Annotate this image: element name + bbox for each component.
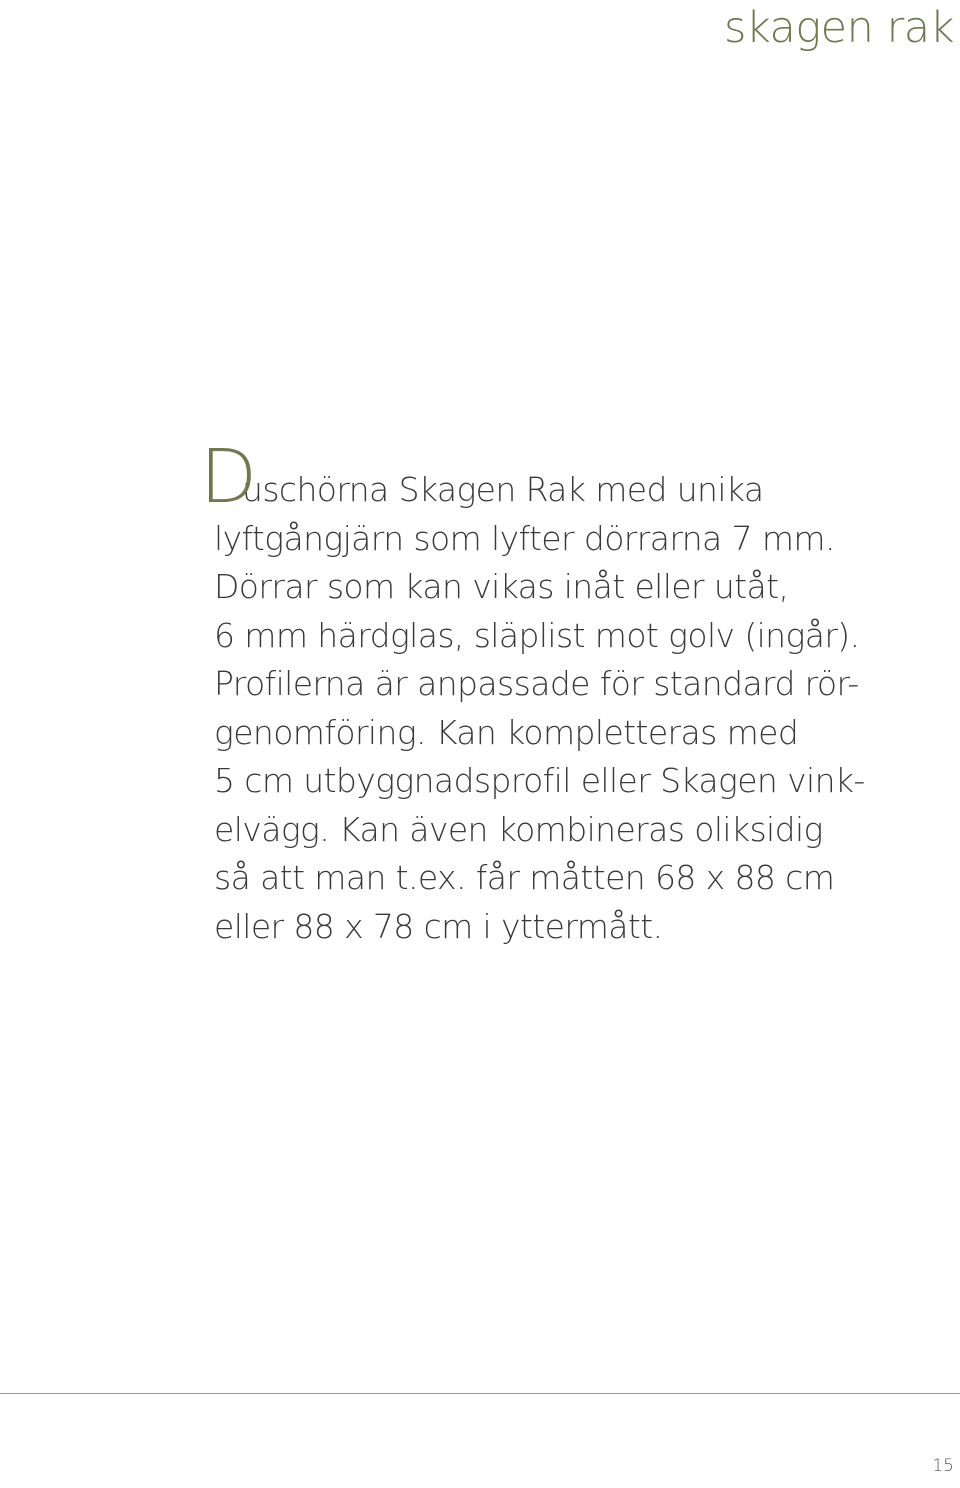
article-line-5: Profilerna är anpassade för standard rör- (214, 664, 859, 703)
article-line-3: Dörrar som kan vikas inåt eller utåt, (214, 567, 789, 606)
article-body (200, 434, 914, 951)
article-line-4: 6 mm härdglas, släplist mot golv (ingår). (214, 615, 860, 655)
footer-divider (0, 1393, 960, 1394)
article-line-1-text: uschörna Skagen Rak med unika (242, 470, 764, 509)
article-line-9: så att man t.ex. får måtten 68 x 88 cm (214, 858, 835, 897)
article-line-2: lyftgångjärn som lyfter dörrarna 7 mm. (214, 518, 835, 558)
article-line-10: eller 88 x 78 cm i yttermått. (214, 906, 663, 946)
page-header-title: skagen rak (723, 3, 954, 53)
article-line-1 (200, 434, 914, 520)
drop-cap: D (200, 434, 257, 520)
article-line-8: elvägg. Kan även kombineras oliksidig (214, 809, 823, 849)
article-line-7: 5 cm utbyggnadsprofil eller Skagen vink- (214, 761, 865, 800)
article-line-6: genomföring. Kan kompletteras med (214, 712, 799, 752)
page-number: 15 (932, 1456, 954, 1476)
